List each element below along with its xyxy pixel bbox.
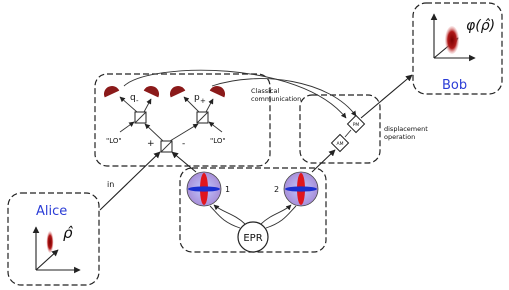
displacement-operation-label: displacement operation: [384, 125, 428, 141]
minus-sign: -: [182, 139, 186, 149]
plus-sign: +: [147, 139, 155, 149]
svg-text:AM: AM: [336, 142, 344, 147]
svg-text:EPR: EPR: [243, 233, 263, 244]
phase-modulator: [348, 116, 365, 133]
epr-source: [238, 222, 268, 252]
p-label: p: [194, 93, 200, 103]
in-label: in: [107, 180, 115, 189]
detector-p-left-icon: [167, 83, 185, 97]
bob-state-symbol: φ(ρ̂): [466, 18, 496, 34]
detector-q-left-icon: [101, 83, 119, 97]
gaussian-mode-2-icon: [284, 172, 318, 206]
lo-right-label: "LO": [210, 137, 226, 145]
svg-text:PM: PM: [352, 123, 360, 128]
mode-2-label: 2: [274, 185, 280, 194]
gaussian-mode-1-icon: [187, 172, 221, 206]
alice-state-symbol: ρ̂: [63, 224, 73, 242]
detector-q-right-icon: [144, 83, 162, 97]
p-subscript: +: [200, 97, 206, 105]
bob-label: Bob: [442, 78, 468, 93]
amplitude-modulator: [332, 135, 349, 152]
displacement-box: [300, 95, 380, 163]
q-subscript: -: [136, 97, 139, 105]
alice-label: Alice: [36, 204, 68, 219]
alice-phase-space-icon: [36, 227, 80, 270]
lo-left-label: "LO": [106, 137, 122, 145]
beam-splitter-input-icon: [161, 141, 172, 152]
beam-splitter-q-icon: [135, 112, 146, 123]
beam-splitter-p-icon: [197, 112, 208, 123]
mode-1-label: 1: [225, 185, 231, 194]
q-label: q: [130, 93, 136, 103]
classical-communication-label: Classical communication: [251, 87, 302, 103]
